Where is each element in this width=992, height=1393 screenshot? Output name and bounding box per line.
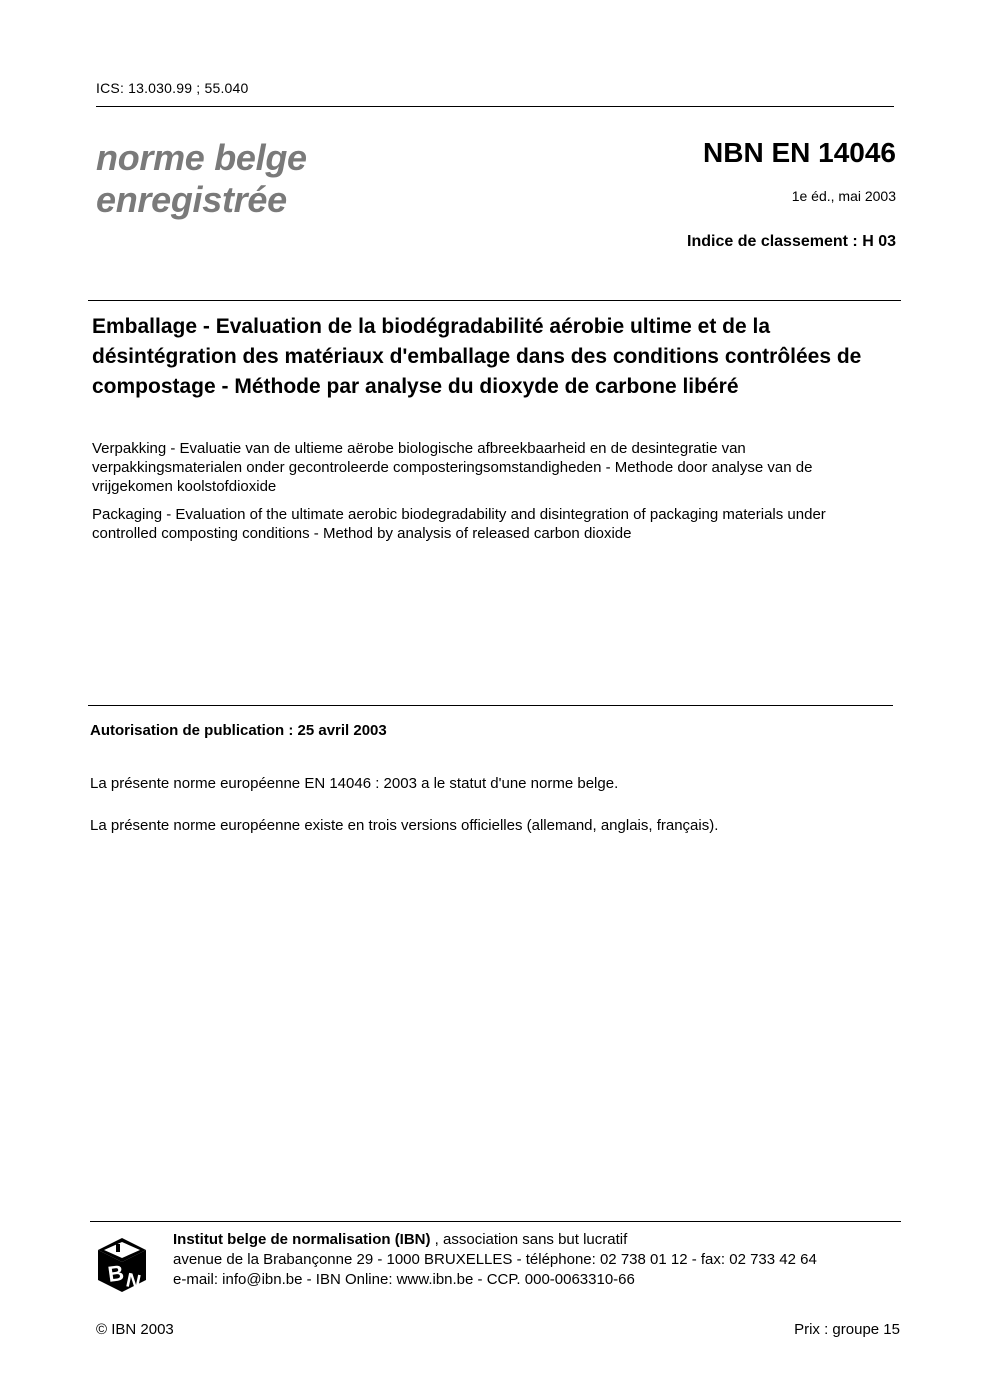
standard-number: NBN EN 14046 [703, 137, 896, 168]
publication-authorization: Autorisation de publication : 25 avril 2003 [90, 722, 387, 739]
ibn-logo [96, 1236, 148, 1294]
institute-name: Institut belge de normalisation (IBN) [173, 1231, 431, 1248]
status-paragraph: La présente norme européenne EN 14046 : 2003 a le statut d'une norme belge. [90, 775, 619, 792]
logo-lettering-n: N [123, 1269, 143, 1294]
institute-suffix: , association sans but lucratif [430, 1231, 628, 1248]
institute-line [173, 1230, 817, 1250]
top-divider [96, 106, 894, 107]
price-group: Prix : groupe 15 [794, 1321, 900, 1338]
institute-info [173, 1230, 817, 1290]
edition-date: 1e éd., mai 2003 [791, 188, 896, 204]
copyright: © IBN 2003 [96, 1321, 174, 1338]
title-divider [88, 300, 901, 301]
publication-divider [88, 705, 893, 706]
classification-index: Indice de classement : H 03 [687, 233, 896, 250]
title-french: Emballage - Evaluation de la biodégradabilité aérobie ultime et de la désintégration des matériaux d'emballage dans des conditions contrôlées de compostage - Méthode par analyse du dioxyde de carbone libéré [92, 315, 862, 398]
versions-paragraph: La présente norme européenne existe en trois versions officielles (allemand, anglais, français). [90, 817, 719, 834]
title-english: Packaging - Evaluation of the ultimate aerobic biodegradability and disintegration of packaging materials under controlled composting conditions - Method by analysis of released carbon dioxide [92, 506, 826, 542]
ics-code: ICS: 13.030.99 ; 55.040 [96, 80, 249, 96]
ibn-logo-icon [96, 1236, 148, 1294]
logo-lettering-i [116, 1244, 120, 1252]
institute-address: avenue de la Brabançonne 29 - 1000 BRUXELLES - téléphone: 02 738 01 12 - fax: 02 733 42 64 [173, 1251, 817, 1268]
brand-line-2: enregistrée [96, 179, 287, 220]
logo-lettering: B [106, 1259, 126, 1287]
footer-divider [90, 1221, 901, 1222]
institute-contact: e-mail: info@ibn.be - IBN Online: www.ibn.be - CCP. 000-0063310-66 [173, 1271, 635, 1288]
brand-line-1: norme belge [96, 137, 307, 178]
title-dutch: Verpakking - Evaluatie van de ultieme aërobe biologische afbreekbaarheid en de desintegratie van verpakkingsmaterialen onder gecontroleerde composteringsomstandigheden - Methode door analyse van de vrijgekomen koolstofdioxide [92, 440, 813, 495]
brand-title [96, 137, 307, 221]
